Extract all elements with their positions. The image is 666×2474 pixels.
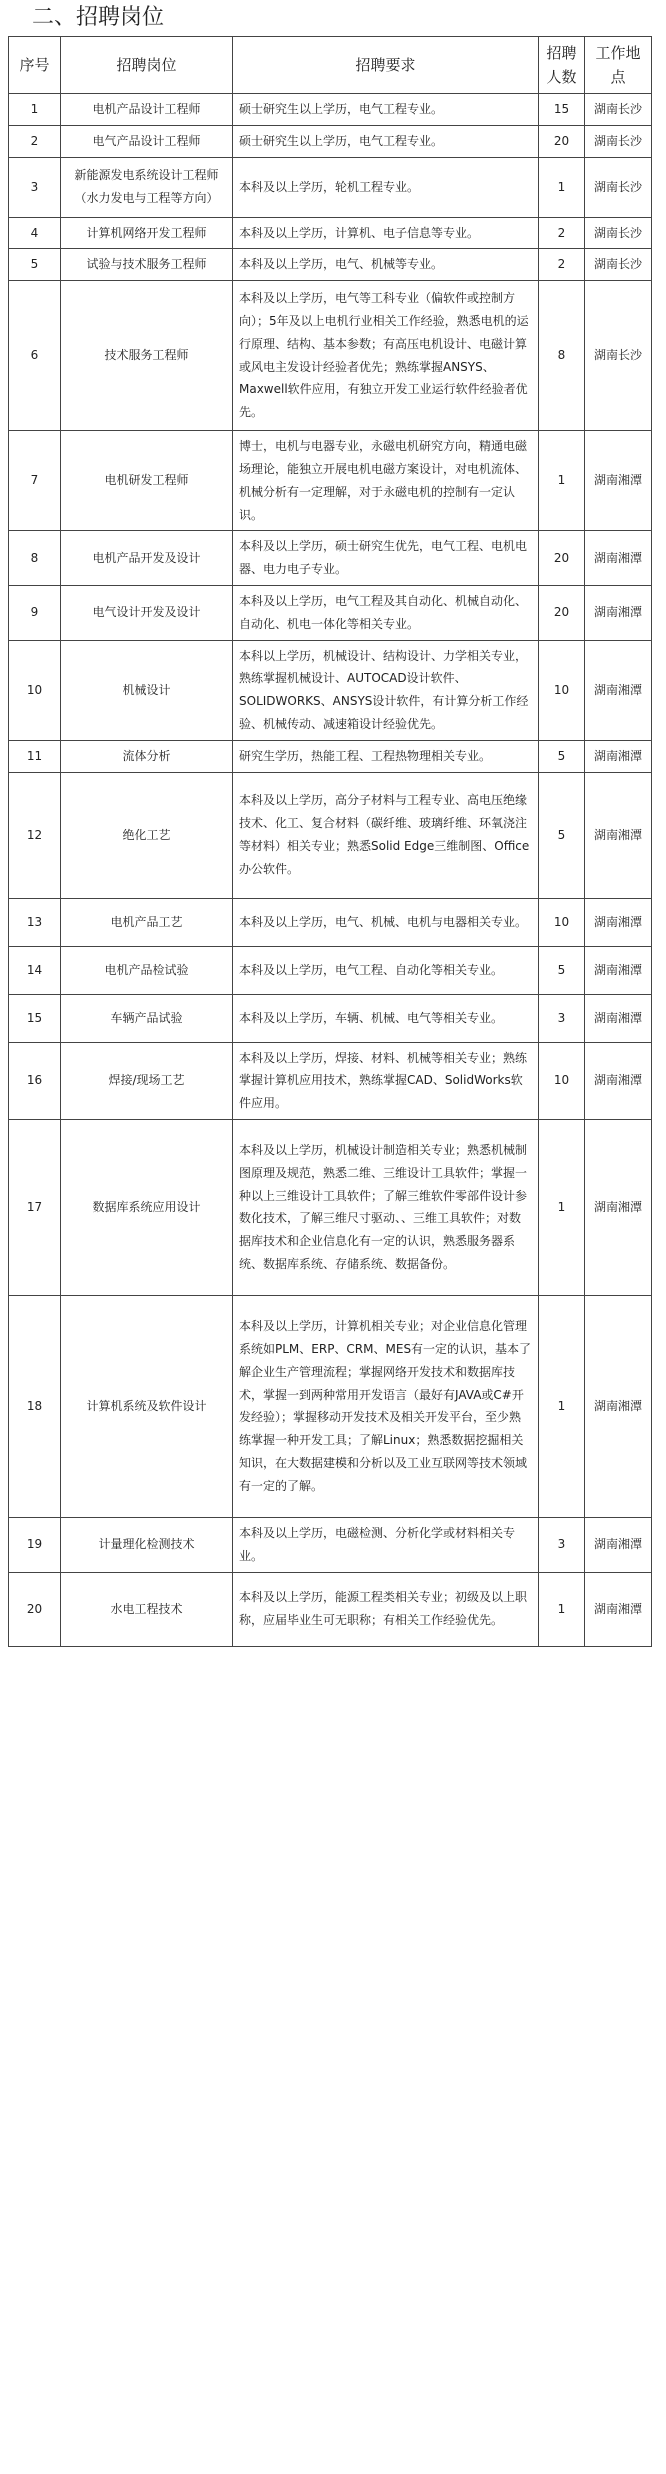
row-count: 1 bbox=[539, 1295, 585, 1517]
header-requirements: 招聘要求 bbox=[233, 37, 539, 94]
table-body bbox=[9, 94, 652, 1647]
row-location: 湖南湘潭 bbox=[585, 1042, 652, 1119]
row-location: 湖南长沙 bbox=[585, 249, 652, 281]
table-row bbox=[9, 740, 652, 772]
header-number: 序号 bbox=[9, 37, 61, 94]
row-number: 3 bbox=[9, 157, 61, 217]
row-number: 4 bbox=[9, 217, 61, 249]
row-location: 湖南湘潭 bbox=[585, 772, 652, 898]
row-position: 绝化工艺 bbox=[61, 772, 233, 898]
header-count: 招聘人数 bbox=[539, 37, 585, 94]
row-requirements: 本科及以上学历，高分子材料与工程专业、高电压绝缘技术、化工、复合材料（碳纤维、玻璃纤维、环氧浇注等材料）相关专业；熟悉Solid Edge三维制图、Office办公软件。 bbox=[233, 772, 539, 898]
row-location: 湖南湘潭 bbox=[585, 994, 652, 1042]
row-position: 车辆产品试验 bbox=[61, 994, 233, 1042]
table-row bbox=[9, 1042, 652, 1119]
table-row bbox=[9, 1295, 652, 1517]
row-requirements: 本科及以上学历，硕士研究生优先，电气工程、电机电器、电力电子专业。 bbox=[233, 531, 539, 586]
row-location: 湖南湘潭 bbox=[585, 640, 652, 740]
row-count: 20 bbox=[539, 531, 585, 586]
row-location: 湖南长沙 bbox=[585, 125, 652, 157]
row-requirements: 本科及以上学历，电气等工科专业（偏软件或控制方向）；5年及以上电机行业相关工作经验，熟悉电机的运行原理、结构、基本参数；有高压电机设计、电磁计算或风电主发设计经验者优先；熟练掌握ANSYS、Maxwell软件应用，有独立开发工业运行软件经验者优先。 bbox=[233, 281, 539, 431]
row-count: 2 bbox=[539, 249, 585, 281]
recruitment-table bbox=[8, 36, 652, 1647]
row-number: 13 bbox=[9, 898, 61, 946]
row-position: 试验与技术服务工程师 bbox=[61, 249, 233, 281]
row-requirements: 本科及以上学历，计算机、电子信息等专业。 bbox=[233, 217, 539, 249]
row-count: 1 bbox=[539, 431, 585, 531]
row-number: 16 bbox=[9, 1042, 61, 1119]
row-number: 6 bbox=[9, 281, 61, 431]
table-row bbox=[9, 1572, 652, 1646]
row-position: 焊接/现场工艺 bbox=[61, 1042, 233, 1119]
row-count: 3 bbox=[539, 994, 585, 1042]
row-position: 新能源发电系统设计工程师（水力发电与工程等方向） bbox=[61, 157, 233, 217]
row-position: 电机产品设计工程师 bbox=[61, 94, 233, 126]
row-count: 20 bbox=[539, 585, 585, 640]
row-count: 2 bbox=[539, 217, 585, 249]
row-location: 湖南湘潭 bbox=[585, 531, 652, 586]
row-number: 5 bbox=[9, 249, 61, 281]
row-count: 8 bbox=[539, 281, 585, 431]
row-requirements: 博士，电机与电器专业，永磁电机研究方向，精通电磁场理论，能独立开展电机电磁方案设计，对电机流体、机械分析有一定理解，对于永磁电机的控制有一定认识。 bbox=[233, 431, 539, 531]
row-number: 18 bbox=[9, 1295, 61, 1517]
row-location: 湖南湘潭 bbox=[585, 1517, 652, 1572]
row-number: 14 bbox=[9, 946, 61, 994]
table-row bbox=[9, 585, 652, 640]
row-position: 机械设计 bbox=[61, 640, 233, 740]
row-requirements: 本科及以上学历，电气工程及其自动化、机械自动化、自动化、机电一体化等相关专业。 bbox=[233, 585, 539, 640]
row-count: 15 bbox=[539, 94, 585, 126]
section-heading: 二、招聘岗位 bbox=[32, 5, 165, 30]
row-location: 湖南湘潭 bbox=[585, 1295, 652, 1517]
row-requirements: 本科及以上学历，机械设计制造相关专业；熟悉机械制图原理及规范，熟悉二维、三维设计工具软件；掌握一种以上三维设计工具软件；了解三维软件零部件设计参数化技术，了解三维尺寸驱动、、三维工具软件；对数据库技术和企业信息化有一定的认识，熟悉服务器系统、数据库系统、存储系统、数据备份。 bbox=[233, 1119, 539, 1295]
row-count: 5 bbox=[539, 772, 585, 898]
row-requirements: 本科以上学历，机械设计、结构设计、力学相关专业，熟练掌握机械设计、AUTOCAD设计软件、SOLIDWORKS、ANSYS设计软件，有计算分析工作经验、机械传动、减速箱设计经验优先。 bbox=[233, 640, 539, 740]
table-row bbox=[9, 772, 652, 898]
table-row bbox=[9, 157, 652, 217]
row-count: 10 bbox=[539, 640, 585, 740]
row-location: 湖南长沙 bbox=[585, 217, 652, 249]
table-row bbox=[9, 94, 652, 126]
row-number: 7 bbox=[9, 431, 61, 531]
row-number: 12 bbox=[9, 772, 61, 898]
row-number: 9 bbox=[9, 585, 61, 640]
table-header-row bbox=[9, 37, 652, 94]
row-position: 电气设计开发及设计 bbox=[61, 585, 233, 640]
row-count: 10 bbox=[539, 1042, 585, 1119]
row-location: 湖南长沙 bbox=[585, 281, 652, 431]
table-row bbox=[9, 1119, 652, 1295]
row-number: 19 bbox=[9, 1517, 61, 1572]
table-row bbox=[9, 946, 652, 994]
row-location: 湖南湘潭 bbox=[585, 946, 652, 994]
row-number: 1 bbox=[9, 94, 61, 126]
row-location: 湖南长沙 bbox=[585, 157, 652, 217]
row-requirements: 本科及以上学历，电气工程、自动化等相关专业。 bbox=[233, 946, 539, 994]
row-requirements: 硕士研究生以上学历，电气工程专业。 bbox=[233, 125, 539, 157]
header-position: 招聘岗位 bbox=[61, 37, 233, 94]
row-position: 计量理化检测技术 bbox=[61, 1517, 233, 1572]
row-count: 5 bbox=[539, 946, 585, 994]
table-row bbox=[9, 994, 652, 1042]
row-position: 技术服务工程师 bbox=[61, 281, 233, 431]
row-requirements: 研究生学历，热能工程、工程热物理相关专业。 bbox=[233, 740, 539, 772]
row-number: 17 bbox=[9, 1119, 61, 1295]
row-requirements: 本科及以上学历，电气、机械等专业。 bbox=[233, 249, 539, 281]
table-row bbox=[9, 531, 652, 586]
row-location: 湖南湘潭 bbox=[585, 431, 652, 531]
row-count: 1 bbox=[539, 1119, 585, 1295]
row-position: 电机研发工程师 bbox=[61, 431, 233, 531]
row-position: 电机产品开发及设计 bbox=[61, 531, 233, 586]
row-position: 电气产品设计工程师 bbox=[61, 125, 233, 157]
row-location: 湖南长沙 bbox=[585, 94, 652, 126]
row-requirements: 本科及以上学历，能源工程类相关专业；初级及以上职称，应届毕业生可无职称；有相关工作经验优先。 bbox=[233, 1572, 539, 1646]
table-row bbox=[9, 1517, 652, 1572]
row-requirements: 本科及以上学历，计算机相关专业；对企业信息化管理系统如PLM、ERP、CRM、MES有一定的认识，基本了解企业生产管理流程；掌握网络开发技术和数据库技术，掌握一到两种常用开发语言（最好有JAVA或C#开发经验）；掌握移动开发技术及相关开发平台，至少熟练掌握一种开发工具；了解Linux；熟悉数据挖掘相关知识，在大数据建模和分析以及工业互联网等技术领域有一定的了解。 bbox=[233, 1295, 539, 1517]
table-row bbox=[9, 249, 652, 281]
table-row bbox=[9, 431, 652, 531]
row-requirements: 本科及以上学历，车辆、机械、电气等相关专业。 bbox=[233, 994, 539, 1042]
row-position: 计算机网络开发工程师 bbox=[61, 217, 233, 249]
row-count: 5 bbox=[539, 740, 585, 772]
row-position: 流体分析 bbox=[61, 740, 233, 772]
row-requirements: 硕士研究生以上学历，电气工程专业。 bbox=[233, 94, 539, 126]
row-count: 1 bbox=[539, 1572, 585, 1646]
table-row bbox=[9, 898, 652, 946]
row-count: 20 bbox=[539, 125, 585, 157]
row-number: 11 bbox=[9, 740, 61, 772]
row-requirements: 本科及以上学历，电磁检测、分析化学或材料相关专业。 bbox=[233, 1517, 539, 1572]
table-row bbox=[9, 125, 652, 157]
row-number: 15 bbox=[9, 994, 61, 1042]
row-position: 电机产品工艺 bbox=[61, 898, 233, 946]
row-requirements: 本科及以上学历，焊接、材料、机械等相关专业；熟练掌握计算机应用技术，熟练掌握CAD、SolidWorks软件应用。 bbox=[233, 1042, 539, 1119]
row-requirements: 本科及以上学历，电气、机械、电机与电器相关专业。 bbox=[233, 898, 539, 946]
row-location: 湖南湘潭 bbox=[585, 1119, 652, 1295]
table-row bbox=[9, 281, 652, 431]
row-position: 水电工程技术 bbox=[61, 1572, 233, 1646]
row-number: 20 bbox=[9, 1572, 61, 1646]
table-row bbox=[9, 640, 652, 740]
row-number: 8 bbox=[9, 531, 61, 586]
row-location: 湖南湘潭 bbox=[585, 585, 652, 640]
table-row bbox=[9, 217, 652, 249]
row-requirements: 本科及以上学历，轮机工程专业。 bbox=[233, 157, 539, 217]
row-location: 湖南湘潭 bbox=[585, 1572, 652, 1646]
row-position: 电机产品检试验 bbox=[61, 946, 233, 994]
row-count: 3 bbox=[539, 1517, 585, 1572]
row-position: 数据库系统应用设计 bbox=[61, 1119, 233, 1295]
row-number: 10 bbox=[9, 640, 61, 740]
row-count: 10 bbox=[539, 898, 585, 946]
row-count: 1 bbox=[539, 157, 585, 217]
row-location: 湖南湘潭 bbox=[585, 740, 652, 772]
row-location: 湖南湘潭 bbox=[585, 898, 652, 946]
row-position: 计算机系统及软件设计 bbox=[61, 1295, 233, 1517]
header-location: 工作地点 bbox=[585, 37, 652, 94]
row-number: 2 bbox=[9, 125, 61, 157]
